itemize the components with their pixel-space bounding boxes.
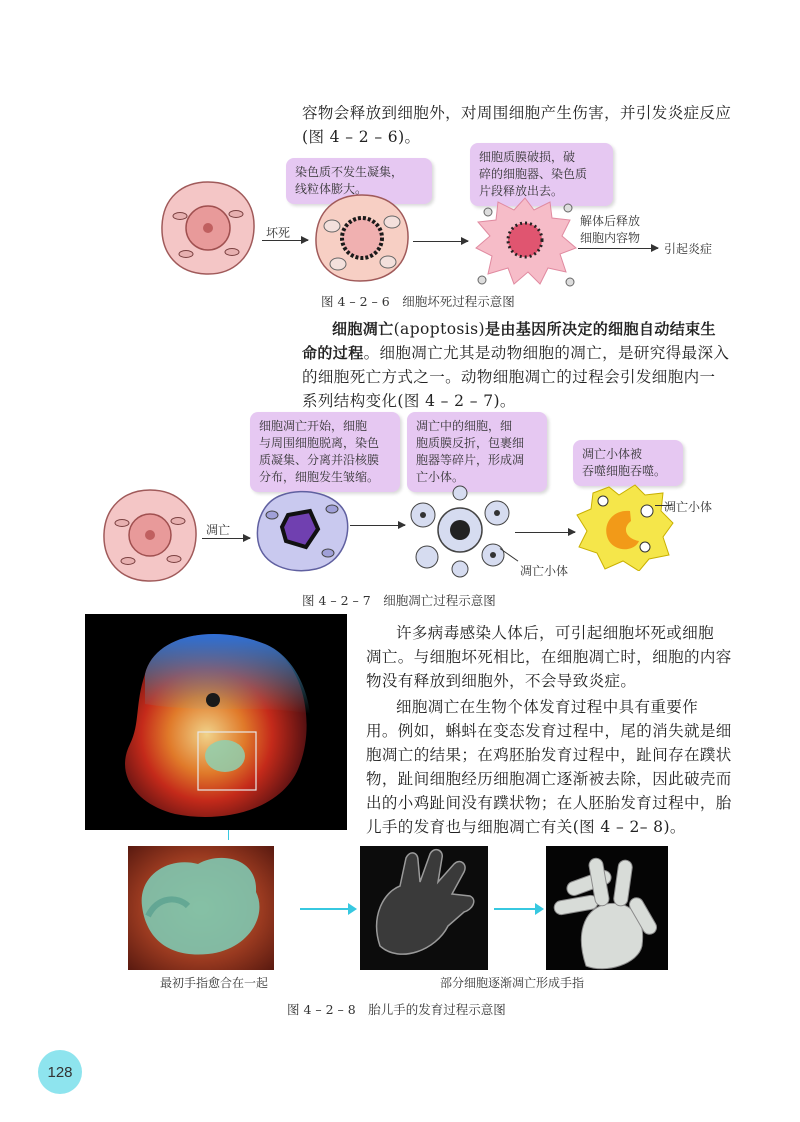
embryo-image (85, 614, 347, 830)
body-text-line: 物没有释放到细胞外，不会导致炎症。 (366, 672, 637, 690)
body-text-line: 许多病毒感染人体后，可引起细胞坏死或细胞 (396, 624, 715, 642)
body-text-line (332, 316, 716, 343)
connector-line (228, 830, 229, 840)
arrow (413, 241, 468, 242)
middle-hand-image (360, 846, 488, 970)
normal-cell-image (100, 487, 200, 585)
body-text-line: 物，趾间细胞经历细胞凋亡逐渐被去除，因此破壳而 (366, 770, 732, 788)
arrow (578, 248, 658, 249)
early-hand-image (128, 846, 274, 970)
body-text-line: (图 4 – 2 – 6)。 (302, 128, 421, 146)
apoptosis-label: 凋亡 (206, 523, 231, 537)
apoptosis-note-3: 凋亡小体被 吞噬细胞吞噬。 (573, 440, 683, 486)
hand-photo-early (128, 846, 274, 970)
late-hand-image (546, 846, 668, 970)
body-text-line: 细胞凋亡在生物个体发育过程中具有重要作 (396, 698, 699, 716)
hand-photo-late (546, 846, 668, 970)
arrow (350, 525, 405, 526)
swollen-cell-image (312, 192, 412, 284)
apoptotic-bodies-image (405, 485, 515, 580)
phagocyte-image (575, 481, 675, 571)
body-text-line: 儿手的发育也与细胞凋亡有关(图 4 – 2– 8)。 (366, 818, 686, 836)
body-text-line: 凋亡。与细胞坏死相比，在细胞凋亡时，细胞的内容 (366, 648, 732, 666)
apoptotic-body-label: 凋亡小体 (520, 564, 569, 578)
body-text-line: 命的过程。细胞凋亡尤其是动物细胞的凋亡，是研究得最深入 (302, 344, 730, 362)
progress-arrow (300, 908, 355, 910)
body-text-line: 容物会释放到细胞外，对周围细胞产生伤害，并引发炎症反应 (302, 104, 732, 122)
release-label: 解体后释放 细胞内容物 (580, 214, 641, 245)
early-stage-label: 最初手指愈合在一起 (160, 976, 269, 990)
shrinking-cell-image (252, 485, 352, 575)
body-text-line: 胞凋亡的结果；在鸡胚胎发育过程中，趾间存在蹼状 (366, 746, 732, 764)
normal-cell-image (158, 178, 258, 278)
page-number: 128 (38, 1050, 82, 1094)
finger-formation-label: 部分细胞逐渐凋亡形成手指 (440, 976, 585, 990)
body-text-line: 系列结构变化(图 4 – 2 – 7)。 (302, 392, 516, 410)
body-text-line: 用。例如，蝌蚪在变态发育过程中，尾的消失就是细 (366, 722, 732, 740)
figure-caption: 图 4 – 2 – 8 胎儿手的发育过程示意图 (287, 1002, 506, 1017)
figure-caption: 图 4 – 2 – 6 细胞坏死过程示意图 (321, 294, 515, 309)
arrow (202, 538, 250, 539)
term-english: (apoptosis) (393, 320, 485, 338)
body-text-line: 出的小鸡趾间没有蹼状物；在人胚胎发育过程中，胎 (366, 794, 732, 812)
apoptosis-note-1: 细胞凋亡开始，细胞 与周围细胞脱离，染色 质凝集、分离并沿核膜 分布，细胞发生皱缩。 (250, 412, 400, 492)
ruptured-cell-image (470, 192, 580, 288)
necrosis-note-2: 细胞质膜破损，破 碎的细胞器、染色质 片段释放出去。 (470, 143, 613, 206)
necrosis-note-1: 染色质不发生凝集， 线粒体膨大。 (286, 158, 432, 204)
progress-arrow (494, 908, 542, 910)
apoptotic-body-label: 凋亡小体 (664, 500, 713, 514)
term-apoptosis: 细胞凋亡 (332, 320, 394, 338)
apoptosis-note-2: 凋亡中的细胞，细 胞质膜反折，包裹细 胞器等碎片，形成凋 亡小体。 (407, 412, 547, 492)
definition-bold: 命的过程 (302, 344, 364, 362)
definition-bold: 是由基因所决定的细胞自动结束生 (484, 320, 716, 338)
hand-photo-middle (360, 846, 488, 970)
figure-caption: 图 4 – 2 – 7 细胞凋亡过程示意图 (302, 593, 496, 608)
arrow (515, 532, 575, 533)
embryo-photo (85, 614, 347, 830)
necrosis-label: 坏死 (266, 226, 291, 240)
inflammation-label: 引起炎症 (664, 242, 713, 256)
body-text-line: 的细胞死亡方式之一。动物细胞凋亡的过程会引发细胞内一 (302, 368, 716, 386)
